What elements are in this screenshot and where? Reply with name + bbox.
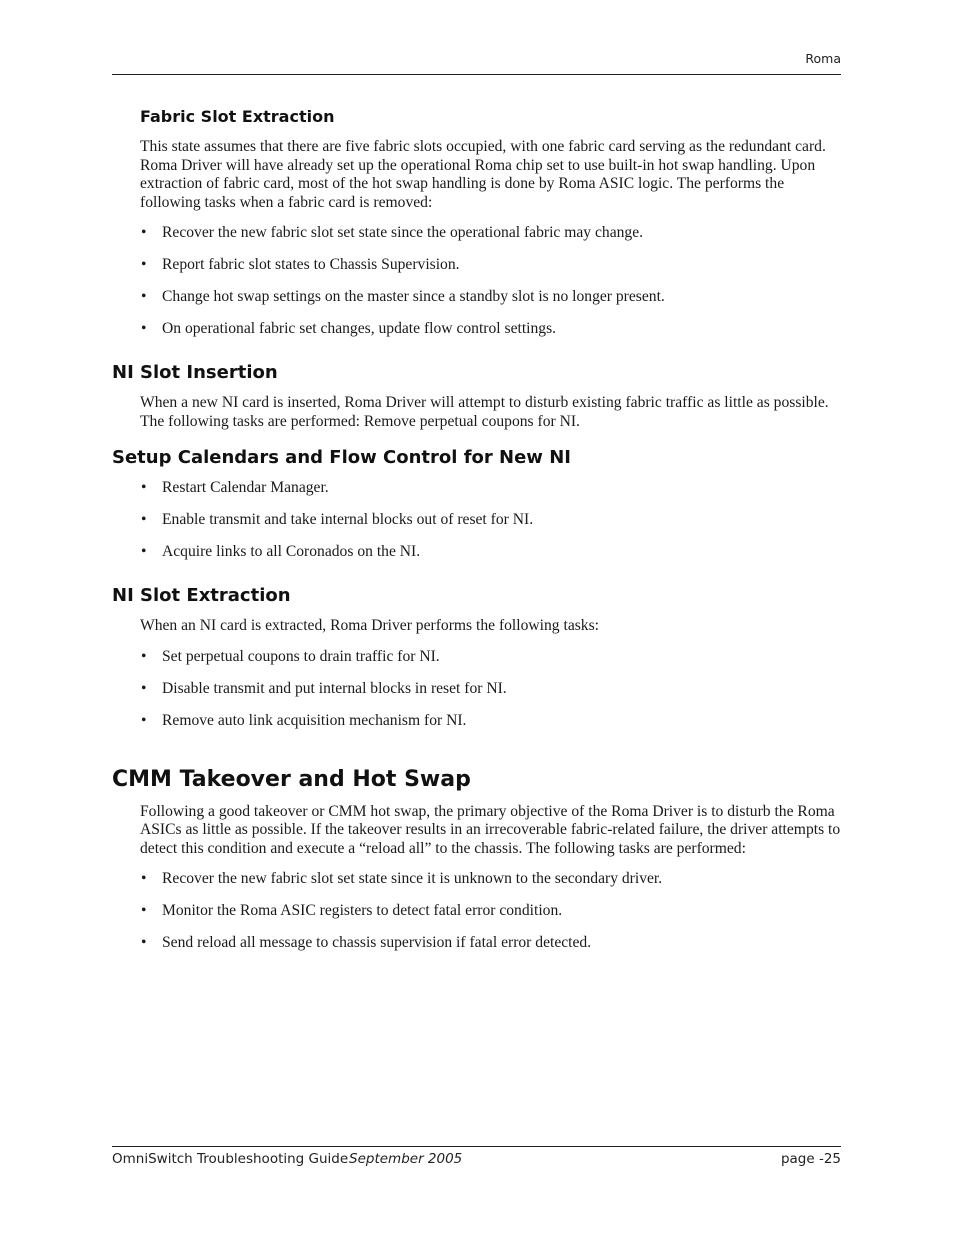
- list-item: • Monitor the Roma ASIC registers to detect fatal error condition.: [140, 902, 841, 921]
- list-fabric-slot-extraction: [112, 224, 841, 339]
- paragraph-ni-slot-insertion: When a new NI card is inserted, Roma Driver will attempt to disturb existing fabric traffic as little as possible. The following tasks are performed: Remove perpetual coupons for NI.: [140, 394, 829, 430]
- footer-guide-title: OmniSwitch Troubleshooting Guide: [112, 1151, 349, 1167]
- footer-date: September 2005: [349, 1151, 463, 1167]
- list-item: • Change hot swap settings on the master since a standby slot is no longer present.: [140, 288, 841, 307]
- list-cmm-takeover: [112, 870, 841, 953]
- header-rule: [112, 74, 841, 75]
- list-item: • Enable transmit and take internal blocks out of reset for NI.: [140, 511, 841, 530]
- list-item: • Disable transmit and put internal blocks in reset for NI.: [140, 680, 841, 699]
- paragraph-ni-slot-extraction: When an NI card is extracted, Roma Driver performs the following tasks:: [140, 617, 600, 634]
- list-ni-slot-extraction: [112, 648, 841, 731]
- heading-cmm-takeover: CMM Takeover and Hot Swap: [112, 766, 471, 792]
- list-item: • Set perpetual coupons to drain traffic for NI.: [140, 648, 841, 667]
- list-item: • On operational fabric set changes, update flow control settings.: [140, 320, 841, 339]
- list-item: • Recover the new fabric slot set state since the operational fabric may change.: [140, 224, 841, 243]
- list-item: • Restart Calendar Manager.: [140, 479, 841, 498]
- list-setup-calendars: [112, 479, 841, 562]
- footer-rule: [112, 1146, 841, 1147]
- paragraph-cmm-takeover: Following a good takeover or CMM hot swap, the primary objective of the Roma Driver is to disturb the Roma ASICs as little as possible. If the takeover results in an irrecoverable fabric-related failure, the driver attempts to detect this condition and execute a “reload all” to the chassis. The following tasks are performed:: [140, 802, 841, 857]
- list-item: • Acquire links to all Coronados on the NI.: [140, 543, 841, 562]
- footer-page-number: page -25: [780, 1151, 841, 1167]
- heading-fabric-slot-extraction: Fabric Slot Extraction: [140, 107, 335, 126]
- heading-ni-slot-insertion: NI Slot Insertion: [112, 362, 278, 383]
- running-header: Roma: [805, 51, 841, 66]
- list-item: • Send reload all message to chassis supervision if fatal error detected.: [140, 934, 841, 953]
- heading-ni-slot-extraction: NI Slot Extraction: [112, 585, 291, 606]
- list-item: • Recover the new fabric slot set state since it is unknown to the secondary driver.: [140, 870, 841, 889]
- list-item: • Remove auto link acquisition mechanism for NI.: [140, 712, 841, 731]
- heading-setup-calendars: Setup Calendars and Flow Control for New NI: [112, 447, 571, 468]
- page-content: [112, 104, 841, 966]
- list-item: • Report fabric slot states to Chassis Supervision.: [140, 256, 841, 275]
- paragraph-fabric-slot-extraction: This state assumes that there are five fabric slots occupied, with one fabric card serving as the redundant card. Roma Driver will have already set up the operational Roma chip set to use built-in hot swap handling. Upon extraction of fabric card, most of the hot swap handling is done by Roma ASIC logic. The performs the following tasks when a fabric card is removed:: [140, 138, 826, 211]
